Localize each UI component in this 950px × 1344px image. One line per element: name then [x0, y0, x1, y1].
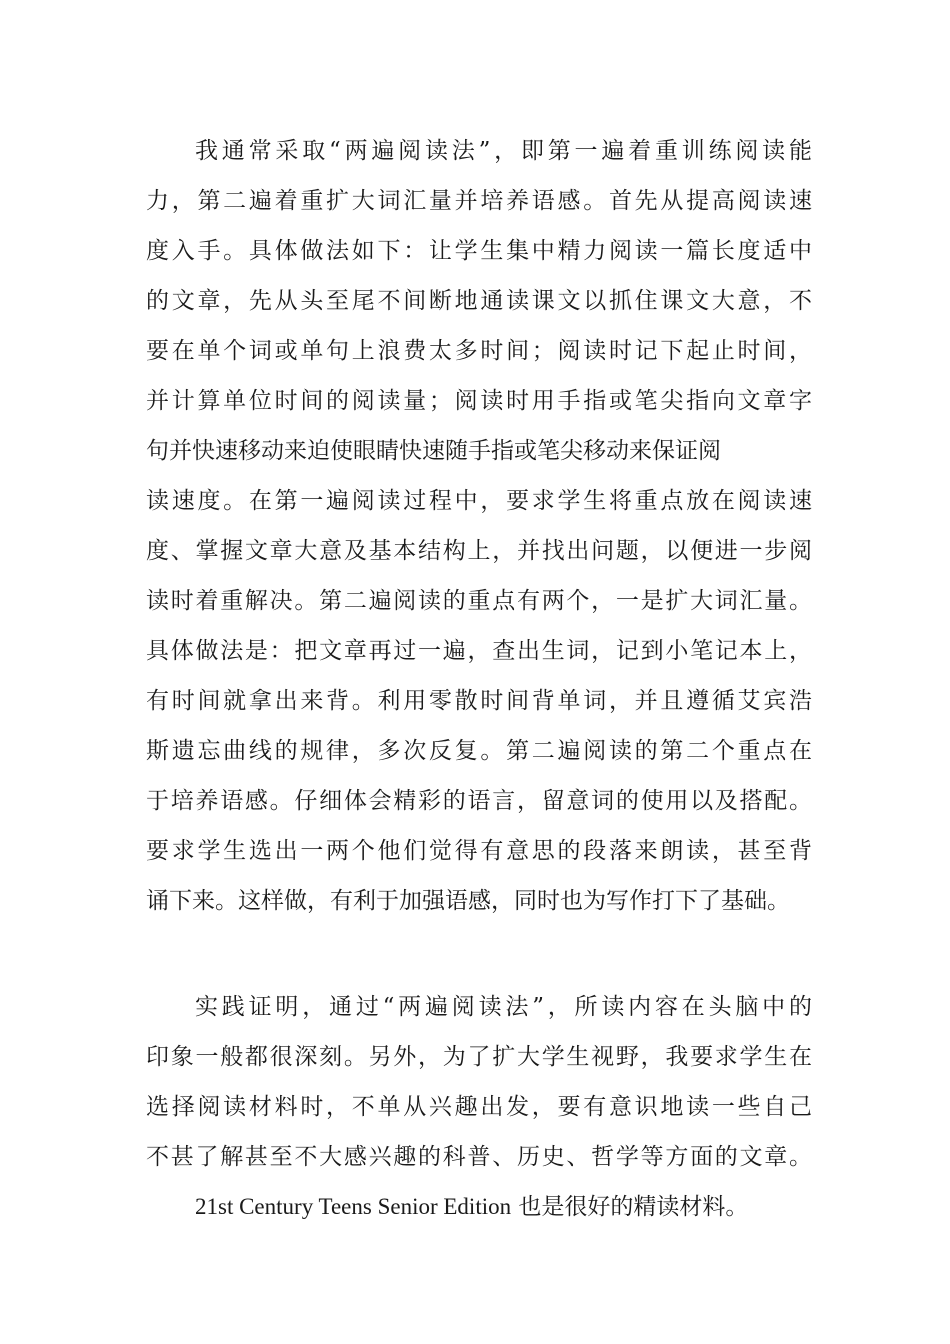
paragraph-practice-proves — [146, 982, 812, 1232]
text-line: 于培养语感。仔细体会精彩的语言，留意词的使用以及搭配。 — [146, 788, 812, 814]
text-line: 具体做法是：把文章再过一遍，查出生词，记到小笔记本上， — [146, 638, 812, 664]
text-line — [146, 1182, 812, 1232]
text-line: 有时间就拿出来背。利用零散时间背单词，并且遵循艾宾浩 — [146, 688, 812, 714]
text-line: 度、掌握文章大意及基本结构上，并找出问题，以便进一步阅 — [146, 538, 812, 564]
text-line: 我通常采取“两遍阅读法”，即第一遍着重训练阅读能 — [195, 138, 812, 164]
text-line: 读时着重解决。第二遍阅读的重点有两个，一是扩大词汇量。 — [146, 588, 812, 614]
text-line: 要在单个词或单句上浪费太多时间；阅读时记下起止时间， — [146, 338, 812, 364]
text-line: 要求学生选出一两个他们觉得有意思的段落来朗读，甚至背 — [146, 838, 812, 864]
final-line-text: 也是很好的精读材料。 — [511, 1194, 749, 1220]
document-page — [146, 126, 812, 1232]
text-line: 的文章，先从头至尾不间断地通读课文以抓住课文大意，不 — [146, 288, 812, 314]
paragraph-gap — [146, 926, 812, 982]
paragraph-two-pass-method — [146, 126, 812, 926]
text-line: 实践证明，通过“两遍阅读法”，所读内容在头脑中的 — [195, 994, 812, 1020]
text-line: 印象一般都很深刻。另外，为了扩大学生视野，我要求学生在 — [146, 1044, 812, 1070]
text-line: 句并快速移动来迫使眼睛快速随手指或笔尖移动来保证阅 — [146, 438, 721, 464]
magazine-title: 21st Century Teens Senior Edition — [195, 1194, 512, 1219]
text-line: 诵下来。这样做，有利于加强语感，同时也为写作打下了基础。 — [146, 888, 790, 914]
text-line: 选择阅读材料时，不单从兴趣出发，要有意识地读一些自己 — [146, 1094, 812, 1120]
text-line: 不甚了解甚至不大感兴趣的科普、历史、哲学等方面的文章。 — [146, 1144, 812, 1170]
text-line: 斯遗忘曲线的规律，多次反复。第二遍阅读的第二个重点在 — [146, 738, 812, 764]
text-line: 力，第二遍着重扩大词汇量并培养语感。首先从提高阅读速 — [146, 188, 812, 214]
text-line: 读速度。在第一遍阅读过程中，要求学生将重点放在阅读速 — [146, 488, 812, 514]
text-line: 并计算单位时间的阅读量；阅读时用手指或笔尖指向文章字 — [146, 388, 812, 414]
text-line: 度入手。具体做法如下：让学生集中精力阅读一篇长度适中 — [146, 238, 812, 264]
